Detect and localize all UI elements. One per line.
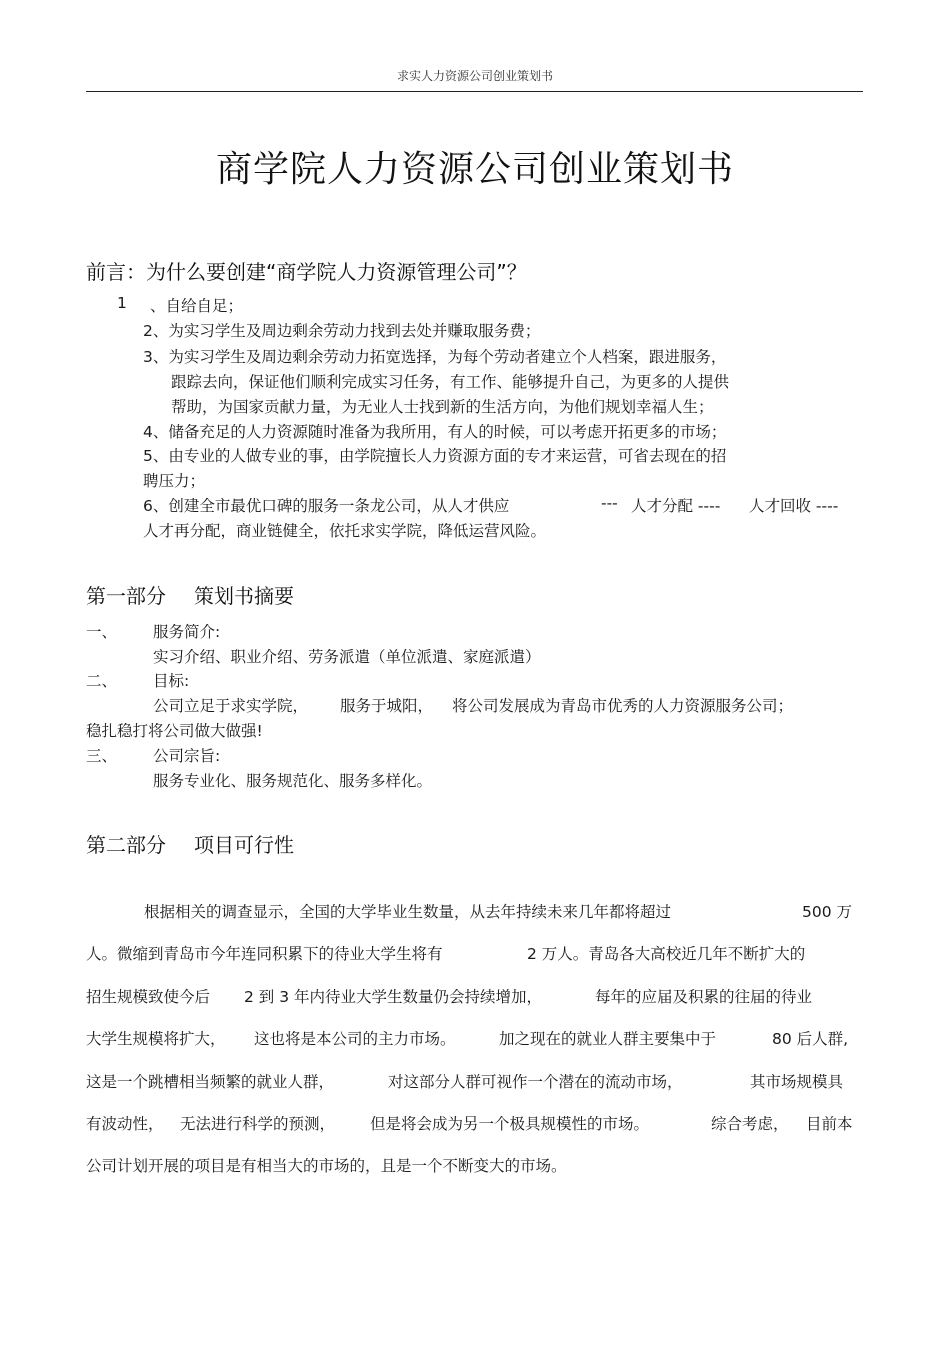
part2-paragraph-line-6e: 目前本 [806,1115,853,1133]
part2-paragraph-line-4c: 加之现在的就业人群主要集中于 [499,1030,717,1048]
part2-paragraph-line-2a: 人。微缩到青岛市今年连同积累下的待业大学生将有 [86,945,443,963]
part1-section-2-label: 目标: [153,672,190,690]
preface-item-1: 、自给自足； [150,297,244,315]
preface-item-6-line-1b: --- [601,494,618,512]
part2-paragraph-line-2b: 2 万人。青岛各大高校近几年不断扩大的 [527,945,806,963]
part2-paragraph-line-4a: 大学生规模将扩大， [86,1030,226,1048]
document-title: 商学院人力资源公司创业策划书 [215,149,734,190]
header-rule [86,91,863,92]
part2-paragraph-line-4d: 80 后人群, [772,1030,849,1048]
preface-item-5-line-1: 5、由专业的人做专业的事，由学院擅长人力资源方面的专才来运营，可省去现在的招 [143,447,727,465]
part1-section-2-text-b: 服务于城阳， [340,697,434,715]
part2-paragraph-line-3b: 2 到 3 年内待业大学生数量仍会持续增加， [244,988,543,1006]
preface-item-3-line-1: 3、为实习学生及周边剩余劳动力拓宽选择，为每个劳动者建立个人档案，跟进服务， [143,348,727,366]
part1-section-1-label: 服务简介: [153,623,221,641]
preface-item-4: 4、储备充足的人力资源随时准备为我所用，有人的时候，可以考虑开拓更多的市场； [143,423,727,441]
part2-paragraph-line-3a: 招生规模致使今后 [86,988,211,1006]
part2-paragraph-line-4b: 这也将是本公司的主力市场。 [254,1030,456,1048]
preface-item-1-number: 1 [117,294,127,312]
part1-section-3-label: 公司宗旨: [153,747,221,765]
part2-paragraph-line-5b: 对这部分人群可视作一个潜在的流动市场， [388,1073,683,1091]
part1-section-1-number: 一、 [86,623,118,641]
part2-paragraph-line-1a: 根据相关的调查显示，全国的大学毕业生数量，从去年持续未来几年都将超过 [144,903,672,921]
preface-item-6-line-2: 人才再分配，商业链健全，依托求实学院，降低运营风险。 [143,522,547,540]
running-header: 求实人力资源公司创业策划书 [396,69,553,83]
preface-item-6-line-1d: 人才回收 ---- [749,497,839,515]
part1-section-2-text-a: 公司立足于求实学院， [153,697,309,715]
part1-section-2-number: 二、 [86,672,118,690]
part1-section-2-text-c: 将公司发展成为青岛市优秀的人力资源服务公司； [452,697,794,715]
preface-item-6-line-1a: 6、创建全市最优口碑的服务一条龙公司，从人才供应 [143,497,510,515]
part1-section-1-text: 实习介绍、职业介绍、劳务派遣（单位派遣、家庭派遣） [153,648,541,666]
preface-item-3-line-3: 帮助，为国家贡献力量，为无业人士找到新的生活方向，为他们规划幸福人生； [171,398,714,416]
part2-paragraph-line-6a: 有波动性， [86,1115,164,1133]
part2-heading-label: 第二部分 [86,833,166,857]
preface-item-5-line-2: 聘压力； [143,472,206,490]
part2-paragraph-line-7: 公司计划开展的项目是有相当大的市场的，且是一个不断变大的市场。 [86,1157,567,1175]
part2-paragraph-line-1b: 500 万 [802,903,853,921]
preface-item-3-line-2: 跟踪去向，保证他们顺利完成实习任务，有工作、能够提升自己，为更多的人提供 [171,373,730,391]
part2-paragraph-line-5a: 这是一个跳槽相当频繁的就业人群， [86,1073,335,1091]
part1-heading-title: 策划书摘要 [194,584,294,608]
part2-paragraph-line-5c: 其市场规模具 [750,1073,844,1091]
part2-paragraph-line-3c: 每年的应届及积累的往届的待业 [595,988,813,1006]
part1-heading-label: 第一部分 [86,584,166,608]
part1-section-3-number: 三、 [86,747,118,765]
preface-item-2: 2、为实习学生及周边剩余劳动力找到去处并赚取服务费； [143,322,541,340]
part1-section-3-text: 服务专业化、服务规范化、服务多样化。 [153,772,433,790]
preface-item-6-line-1c: 人才分配 ---- [631,497,721,515]
part2-paragraph-line-6c: 但是将会成为另一个极具规模性的市场。 [370,1115,650,1133]
part2-heading-title: 项目可行性 [194,833,294,857]
part1-section-2-text-line-2: 稳扎稳打将公司做大做强! [86,722,263,740]
part2-paragraph-line-6d: 综合考虑， [711,1115,789,1133]
preface-heading: 前言：为什么要创建“商学院人力资源管理公司”？ [86,260,527,284]
part2-paragraph-line-6b: 无法进行科学的预测， [180,1115,336,1133]
